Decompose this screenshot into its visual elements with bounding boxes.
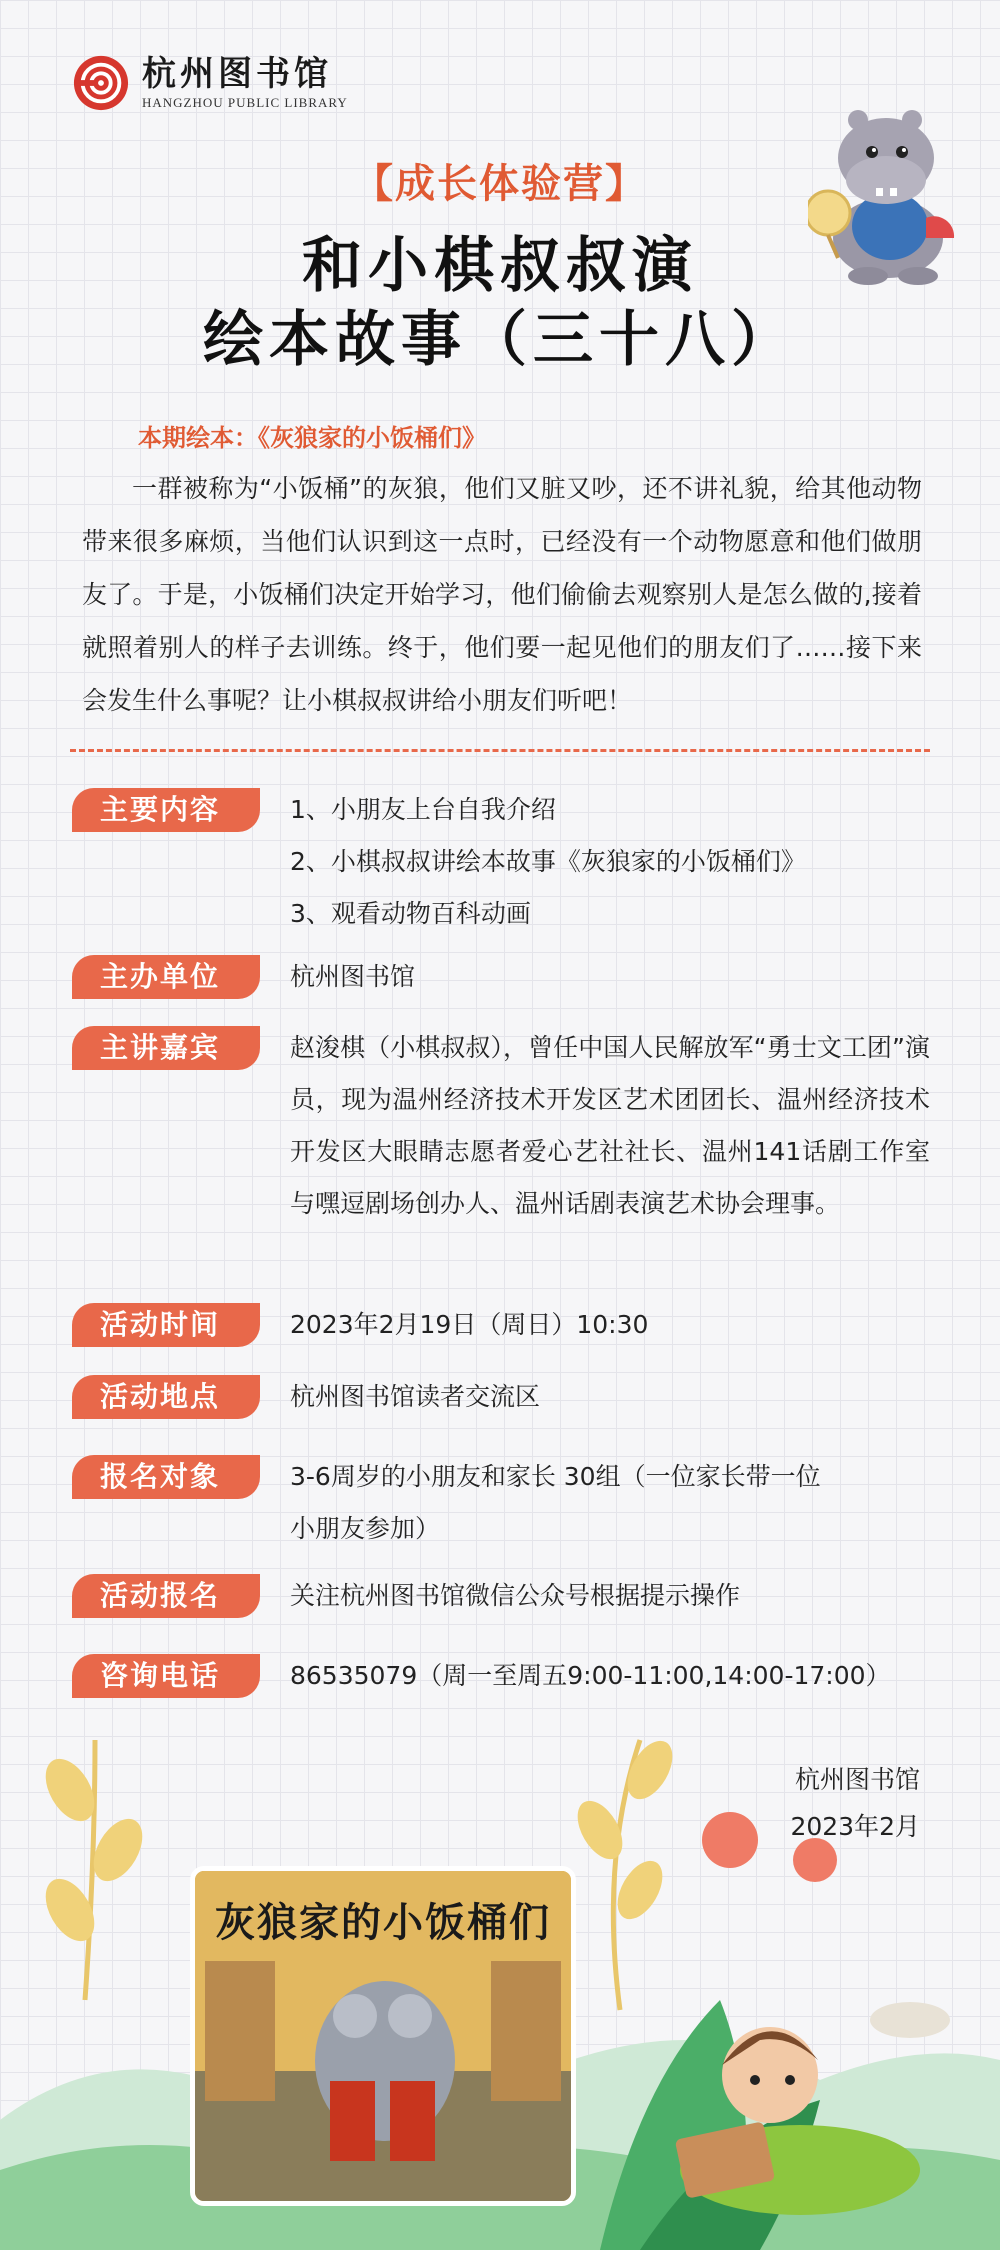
event-series-tag: 【成长体验营】 — [353, 161, 647, 207]
content-item: 2、小棋叔叔讲绘本故事《灰狼家的小饭桶们》 — [290, 847, 806, 876]
guest-value — [290, 1022, 930, 1230]
library-seal-icon — [72, 54, 130, 112]
featured-book-line: 本期绘本：《灰狼家的小饭桶们》 — [138, 424, 486, 452]
audience-line: 小朋友参加） — [290, 1514, 441, 1543]
story-intro: 一群被称为“小饭桶”的灰狼，他们又脏又吵，还不讲礼貌，给其他动物带来很多麻烦，当他们认识到这一点时，已经没有一个动物愿意和他们做朋友了。于是，小饭桶们决定开始学习，他们偷偷去观察别人是怎么做的,接着就照着别人的样子去训练。终于，他们要一起见他们的朋友们了……接下来会发生什么事呢？让小棋叔叔讲给小朋友们听吧！ — [82, 474, 922, 715]
library-name-cn: 杭州图书馆 — [142, 54, 332, 94]
detail-row-content — [72, 788, 930, 940]
signature-org: 杭州图书馆 — [794, 1765, 920, 1794]
dashed-divider — [70, 749, 930, 752]
phone-text: 86535079（周一至周五9:00-11:00,14:00-17:00） — [290, 1661, 891, 1690]
place-text: 杭州图书馆读者交流区 — [290, 1382, 541, 1411]
time-text: 2023年2月19日（周日）10:30 — [290, 1310, 649, 1339]
content-list — [290, 784, 930, 940]
audience-value — [290, 1451, 930, 1555]
place-value — [290, 1371, 930, 1423]
detail-row-phone — [72, 1654, 930, 1702]
label-guest: 主讲嘉宾 — [72, 1026, 260, 1070]
label-organizer: 主办单位 — [72, 955, 260, 999]
detail-row-organizer — [72, 955, 930, 1003]
detail-row-guest — [72, 1026, 930, 1230]
library-name-en: HANGZHOU PUBLIC LIBRARY — [142, 95, 348, 110]
book-cover — [190, 1866, 576, 2206]
label-signup: 活动报名 — [72, 1574, 260, 1618]
organizer-text: 杭州图书馆 — [290, 962, 416, 991]
label-place: 活动地点 — [72, 1375, 260, 1419]
book-cover-title: 灰狼家的小饭桶们 — [215, 1899, 551, 1946]
audience-line: 3-6周岁的小朋友和家长 30组（一位家长带一位 — [290, 1462, 821, 1491]
page-title-line1: 和小棋叔叔演 — [302, 231, 698, 301]
detail-row-place — [72, 1375, 930, 1423]
label-content: 主要内容 — [72, 788, 260, 832]
detail-row-signup — [72, 1574, 930, 1622]
detail-row-time — [72, 1303, 930, 1351]
guest-bio: 赵浚棋（小棋叔叔），曾任中国人民解放军“勇士文工团”演员，现为温州经济技术开发区艺术团团长、温州经济技术开发区大眼睛志愿者爱心艺社社长、温州141话剧工作室与嘿逗剧场创办人、温州话剧表演艺术协会理事。 — [290, 1033, 930, 1218]
organizer-value — [290, 951, 930, 1003]
page-title-line2: 绘本故事（三十八） — [203, 305, 797, 375]
content-item: 1、小朋友上台自我介绍 — [290, 795, 556, 824]
time-value — [290, 1299, 930, 1351]
library-logo — [72, 54, 348, 112]
label-audience: 报名对象 — [72, 1455, 260, 1499]
detail-row-audience — [72, 1455, 930, 1555]
signature-date: 2023年2月 — [790, 1812, 920, 1841]
phone-value — [290, 1650, 930, 1702]
label-phone: 咨询电话 — [72, 1654, 260, 1698]
signup-text: 关注杭州图书馆微信公众号根据提示操作 — [290, 1581, 741, 1610]
signup-value — [290, 1570, 930, 1622]
content-item: 3、观看动物百科动画 — [290, 899, 531, 928]
label-time: 活动时间 — [72, 1303, 260, 1347]
